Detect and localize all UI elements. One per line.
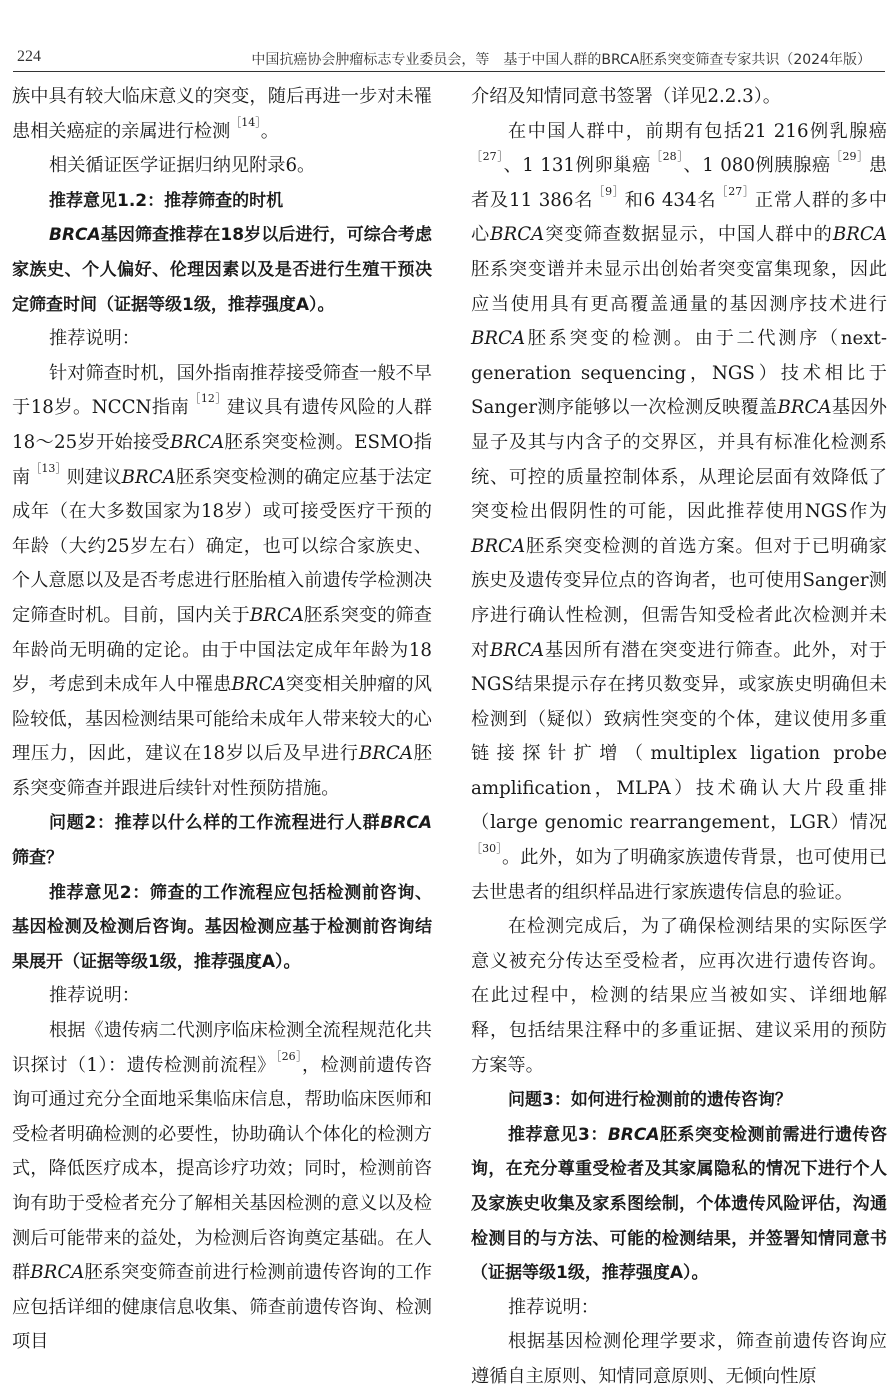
page-header bbox=[13, 46, 885, 72]
citation: ［26］ bbox=[275, 1049, 303, 1063]
paragraph: 在检测完成后，为了确保检测结果的实际医学意义被充分传达至受检者，应再次进行遗传咨询。在此过程中，检测的结果应当被如实、详细地解释，包括结果注释中的多重证据、建议采用的预防方案等。 bbox=[471, 916, 887, 1076]
left-column bbox=[12, 80, 432, 1360]
question-heading: 问题2：推荐以什么样的工作流程进行人群BRCA筛查？ bbox=[12, 813, 432, 869]
paragraph: 族中具有较大临床意义的突变，随后再进一步对未罹患相关癌症的亲属进行检测$^{[14]}$。 bbox=[12, 86, 432, 142]
paragraph: 推荐说明： bbox=[49, 328, 140, 350]
citation: ［28］ bbox=[650, 150, 684, 164]
paragraph: 推荐说明： bbox=[508, 1296, 599, 1318]
question-heading: 问题3：如何进行检测前的遗传咨询？ bbox=[508, 1090, 792, 1111]
right-column bbox=[471, 80, 887, 1395]
paragraph: 根据《遗传病二代测序临床检测全流程规范化共识探讨（1）：遗传检测前流程》$^{[26]}$，检测前遗传咨询可通过充分全面地采集临床信息，帮助临床医师和受检者明确检测的必要性，协助确认个体化的检测方式，降低医疗成本，提高诊疗功效；同时，检测前咨询有助于受检者充分了解相关基因检测的意义以及检测后可能带来的益处，为检测后咨询奠定基础。在人群BRCA胚系突变筛查前进行检测前遗传咨询的工作应包括详细的健康信息收集、筛查前遗传咨询、检测项目 bbox=[12, 1020, 432, 1353]
citation: ［12］ bbox=[189, 392, 227, 406]
running-title: 中国抗癌协会肿瘤标志专业委员会，等 基于中国人群的BRCA胚系突变筛查专家共识（2024年版） bbox=[251, 52, 871, 68]
recommendation-text: BRCA基因筛查推荐在18岁以后进行，可综合考虑家族史、个人偏好、伦理因素以及是否进行生殖干预决定筛查时间（证据等级1级，推荐强度A）。 bbox=[12, 225, 432, 315]
paragraph: 根据基因检测伦理学要求，筛查前遗传咨询应遵循自主原则、知情同意原则、无倾向性原 bbox=[471, 1331, 887, 1387]
citation: ［9］ bbox=[593, 184, 625, 198]
citation: ［14］ bbox=[230, 115, 261, 129]
citation: ［27］ bbox=[716, 184, 755, 198]
citation: ［27］ bbox=[471, 150, 504, 164]
paragraph: 相关循证医学证据归纳见附录6。 bbox=[49, 155, 316, 177]
recommendation-heading: 推荐意见1.2：推荐筛查的时机 bbox=[49, 190, 284, 211]
recommendation-text: 推荐意见2：筛查的工作流程应包括检测前咨询、基因检测及检测后咨询。基因检测应基于检测前咨询结果展开（证据等级1级，推荐强度A）。 bbox=[12, 882, 432, 972]
paragraph: 针对筛查时机，国外指南推荐接受筛查一般不早于18岁。NCCN指南$^{[12]}$建议具有遗传风险的人群18～25岁开始接受BRCA胚系突变检测。ESMO指南$^{[13]}$则建议BRCA胚系突变检测的确定应基于法定成年（在大多数国家为18岁）或可接受医疗干预的年龄（大约25岁左右）确定，也可以综合家族史、个人意愿以及是否考虑进行胚胎植入前遗传学检测决定筛查时机。目前，国内关于BRCA胚系突变的筛查年龄尚无明确的定论。由于中国法定成年年龄为18岁，考虑到未成年人中罹患BRCA突变相关肿瘤的风险较低，基因检测结果可能给未成年人带来较大的心理压力，因此，建议在18岁以后及早进行BRCA胚系突变筛查并跟进后续针对性预防措施。 bbox=[12, 362, 432, 799]
paragraph: 推荐说明： bbox=[49, 985, 140, 1007]
citation: ［13］ bbox=[30, 461, 67, 475]
recommendation-text: 推荐意见3：BRCA胚系突变检测前需进行遗传咨询，在充分尊重受检者及其家属隐私的情况下进行个人及家族史收集及家系图绘制，个体遗传风险评估，沟通检测目的与方法、可能的检测结果，并签署知情同意书（证据等级1级，推荐强度A）。 bbox=[471, 1124, 887, 1284]
paragraph: 在中国人群中，前期有包括21 216例乳腺癌$^{[27]}$、1 131例卵巢癌$^{[28]}$、1 080例胰腺癌$^{[29]}$患者及11 386名$^{[9]}$和6 434名$^{[27]}$正常人群的多中心BRCA突变筛查数据显示，中国人群中的BRCA胚系突变谱并未显示出创始者突变富集现象，因此应当使用具有更高覆盖通量的基因测序技术进行BRCA胚系突变的检测。由于二代测序（next-generation sequencing，NGS）技术相比于Sanger测序能够以一次检测反映覆盖BRCA基因外显子及其与内含子的交界区，并具有标准化检测系统、可控的质量控制体系，从理论层面有效降低了突变检出假阴性的可能，因此推荐使用NGS作为BRCA胚系突变检测的首选方案。但对于已明确家族史及遗传变异位点的咨询者，也可使用Sanger测序进行确认性检测，但需告知受检者此次检测并未对BRCA基因所有潜在突变进行筛查。此外，对于NGS结果提示存在拷贝数变异，或家族史明确但未检测到（疑似）致病性突变的个体，建议使用多重链接探针扩增（multiplex ligation probe amplification，MLPA）技术确认大片段重排（large genomic rearrangement，LGR）情况$^{[30]}$。此外，如为了明确家族遗传背景，也可使用已去世患者的组织样品进行家族遗传信息的验证。 bbox=[471, 120, 888, 903]
citation: ［29］ bbox=[830, 150, 869, 164]
paragraph: 介绍及知情同意书签署（详见2.2.3）。 bbox=[471, 86, 781, 107]
page-number: 224 bbox=[17, 48, 41, 65]
citation: ［30］ bbox=[471, 842, 502, 856]
